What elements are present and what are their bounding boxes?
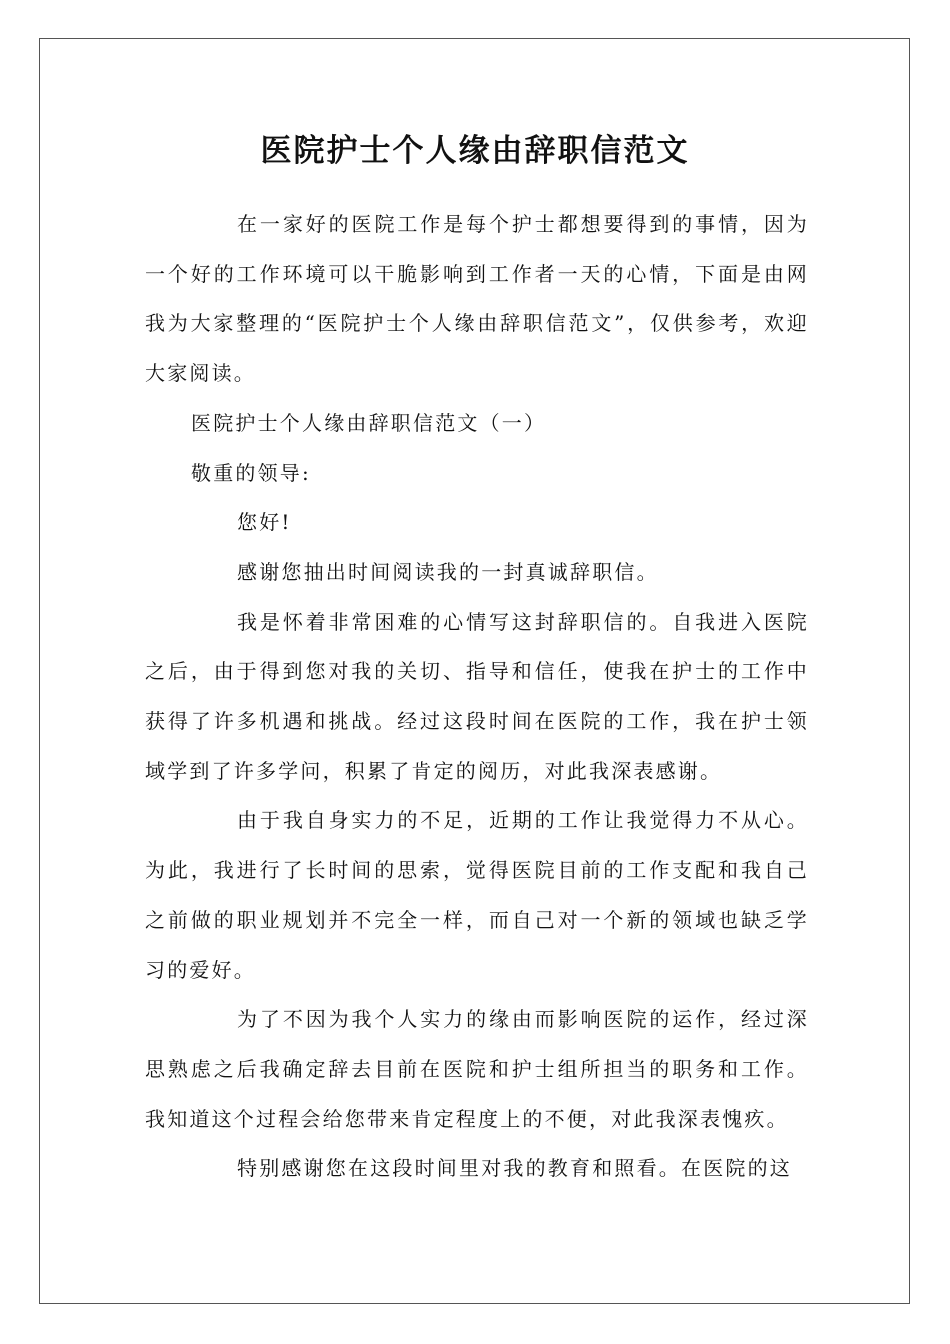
letter-paragraph: 为了不因为我个人实力的缘由而影响医院的运作，经过深思熟虑之后我确定辞去目前在医院和护士组所担当的职务和工作。我知道这个过程会给您带来肯定程度上的不便，对此我深表愧疚。 xyxy=(145,1007,809,1131)
document-body xyxy=(145,200,809,1194)
document-title: 医院护士个人缘由辞职信范文 xyxy=(260,133,690,169)
intro-paragraph: 在一家好的医院工作是每个护士都想要得到的事情，因为一个好的工作环境可以干脆影响到工作者一天的心情，下面是由网我为大家整理的“医院护士个人缘由辞职信范文”，仅供参考，欢迎大家阅读。 xyxy=(145,212,809,386)
section-heading: 医院护士个人缘由辞职信范文（一） xyxy=(191,410,547,435)
greeting: 您好! xyxy=(237,510,292,535)
letter-paragraph: 感谢您抽出时间阅读我的一封真诚辞职信。 xyxy=(237,559,659,584)
letter-paragraph: 我是怀着非常困难的心情写这封辞职信的。自我进入医院之后，由于得到您对我的关切、指导和信任，使我在护士的工作中获得了许多机遇和挑战。经过这段时间在医院的工作，我在护士领域学到了许多学问，积累了肯定的阅历，对此我深表感谢。 xyxy=(145,609,809,783)
letter-paragraph: 由于我自身实力的不足，近期的工作让我觉得力不从心。为此，我进行了长时间的思索，觉得医院目前的工作支配和我自己之前做的职业规划并不完全一样，而自己对一个新的领域也缺乏学习的爱好。 xyxy=(145,808,809,982)
letter-paragraph: 特别感谢您在这段时间里对我的教育和照看。在医院的这 xyxy=(237,1156,792,1181)
salutation: 敬重的领导: xyxy=(191,460,311,485)
